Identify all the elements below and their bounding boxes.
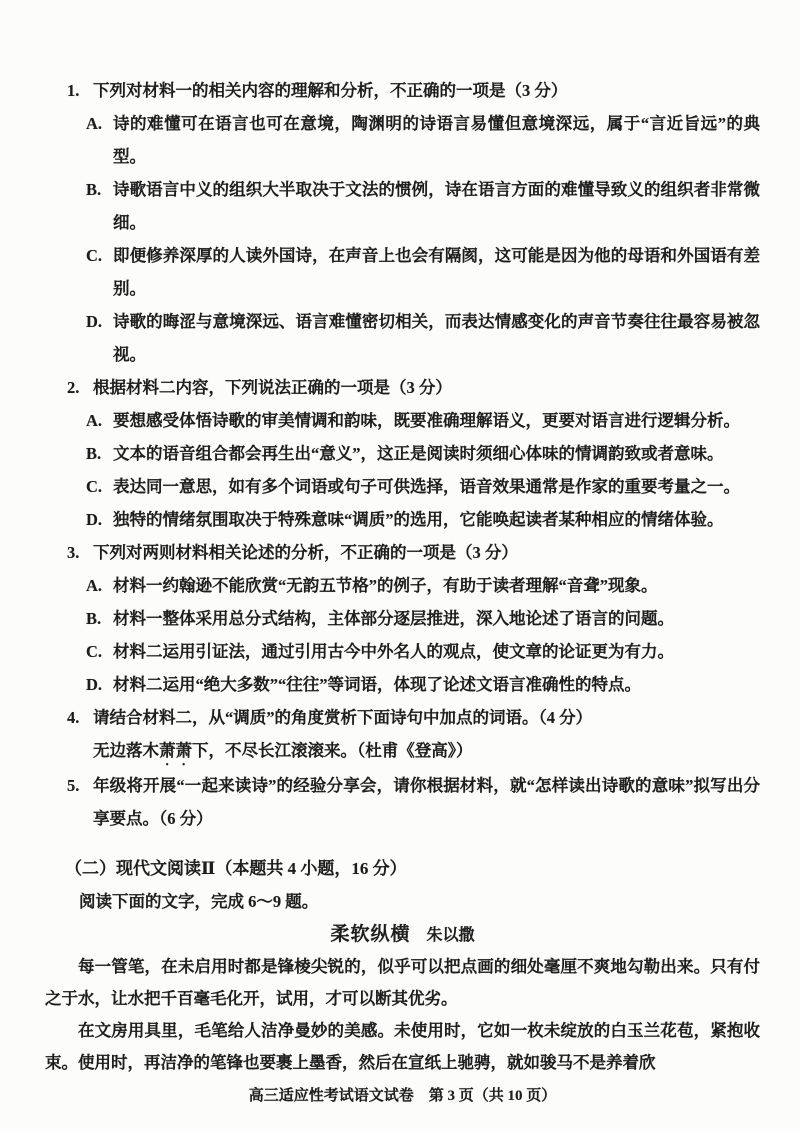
option-text: 文本的语音组合都会再生出“意义”，这正是阅读时须细心体味的情调韵致或者意味。 [113, 444, 724, 463]
question-stem: 根据材料二内容，下列说法正确的一项是（3 分） [93, 378, 452, 397]
option-text: 材料一约翰逊不能欣赏“无韵五节格”的例子，有助于读者理解“音聋”现象。 [113, 576, 658, 595]
question-1 [67, 74, 760, 371]
option-letter: B. [86, 180, 102, 199]
option-b [86, 602, 760, 635]
question-stem: 请结合材料二，从“调质”的角度赏析下面诗句中加点的词语。（4 分） [93, 708, 593, 727]
question-3-options [86, 569, 760, 701]
option-letter: C. [86, 642, 103, 661]
option-d [86, 305, 760, 371]
question-number: 3. [67, 543, 80, 562]
question-3 [67, 536, 760, 701]
option-b [86, 173, 760, 239]
question-number: 4. [67, 708, 80, 727]
option-letter: A. [86, 576, 103, 595]
section-2-modern-reading [45, 852, 760, 1079]
section-heading: （二）现代文阅读Ⅱ（本题共 4 小题，16 分） [65, 859, 407, 878]
essay-title: 柔软纵横 [330, 924, 411, 945]
essay-paragraph: 在文房用具里，毛笔给人洁净曼妙的美感。未使用时，它如一枚未绽放的白玉兰花苞，紧抱收束。使用时，再洁净的笔锋也要裹上墨香，然后在宣纸上驰骋，就如骏马不是养着欣 [45, 1021, 760, 1072]
option-text: 即便修养深厚的人读外国诗，在声音上也会有隔阂，这可能是因为他的母语和外国语有差别。 [113, 246, 760, 298]
option-a [86, 569, 760, 602]
option-text: 诗的难懂可在语言也可在意境，陶渊明的诗语言易懂但意境深远，属于“言近旨远”的典型。 [113, 114, 760, 166]
question-number: 2. [67, 378, 80, 397]
question-number: 1. [67, 81, 80, 100]
question-4-stem-row [67, 701, 760, 734]
option-text: 材料一整体采用总分式结构，主体部分逐层推进，深入地论述了语言的问题。 [113, 609, 674, 628]
option-c [86, 239, 760, 305]
option-text: 材料二运用“绝大多数”“往往”等词语，体现了论述文语言准确性的特点。 [113, 675, 641, 694]
question-5-stem-row [67, 769, 760, 835]
option-text: 独特的情绪氛围取决于特殊意味“调质”的选用，它能唤起读者某种相应的情绪体验。 [113, 510, 724, 529]
option-letter: D. [86, 675, 103, 694]
option-text: 诗歌的晦涩与意境深远、语言难懂密切相关，而表达情感变化的声音节奏往往最容易被忽视。 [113, 312, 760, 364]
option-text: 表达同一意思，如有多个词语或句子可供选择，语音效果通常是作家的重要考量之一。 [113, 477, 740, 496]
question-3-stem-row [67, 536, 760, 569]
option-letter: A. [86, 411, 103, 430]
question-2 [67, 371, 760, 536]
option-c [86, 470, 760, 503]
option-letter: B. [86, 444, 102, 463]
option-text: 诗歌语言中义的组织大半取决于文法的惯例，诗在语言方面的难懂导致义的组织者非常微细。 [113, 180, 760, 232]
option-text: 要想感受体悟诗歌的审美情调和韵味，既要准确理解语义，更要对语言进行逻辑分析。 [113, 411, 740, 430]
option-letter: A. [86, 114, 103, 133]
option-c [86, 635, 760, 668]
poem-emphasized-text: 萧萧 [159, 741, 192, 760]
option-letter: C. [86, 246, 103, 265]
question-4 [67, 701, 760, 769]
option-text: 材料二运用引证法，通过引用古今中外名人的观点，使文章的论证更为有力。 [113, 642, 674, 661]
poem-text: 无边落木 [93, 741, 159, 760]
question-1-stem-row [67, 74, 760, 107]
option-b [86, 437, 760, 470]
option-d [86, 668, 760, 701]
option-d [86, 503, 760, 536]
option-letter: D. [86, 312, 103, 331]
question-number: 5. [67, 776, 80, 795]
question-5 [67, 769, 760, 835]
option-letter: D. [86, 510, 103, 529]
option-a [86, 107, 760, 173]
essay-paragraph: 每一管笔，在未启用时都是锋棱尖锐的，似乎可以把点画的细处毫厘不爽地勾勒出来。只有付之于水，让水把千百毫毛化开，试用，才可以断其优劣。 [45, 957, 760, 1008]
option-letter: C. [86, 477, 103, 496]
question-stem: 年级将开展“一起来读诗”的经验分享会，请你根据材料，就“怎样读出诗歌的意味”拟写出分享要点。（6 分） [93, 776, 760, 828]
option-a [86, 404, 760, 437]
essay-title-row [45, 920, 760, 951]
question-section [45, 74, 760, 835]
question-stem: 下列对材料一的相关内容的理解和分析，不正确的一项是（3 分） [93, 81, 568, 100]
question-2-options [86, 404, 760, 536]
question-1-options [86, 107, 760, 371]
quoted-poem-line [93, 734, 760, 769]
poem-text: 下，不尽长江滚滚来。（杜甫《登高》） [192, 741, 473, 760]
option-letter: B. [86, 609, 102, 628]
reading-instruction: 阅读下面的文字，完成 6～9 题。 [79, 892, 319, 911]
essay-author: 朱以撒 [426, 927, 475, 944]
page-footer: 高三适应性考试语文试卷 第 3 页（共 10 页） [248, 1088, 557, 1104]
question-2-stem-row [67, 371, 760, 404]
question-stem: 下列对两则材料相关论述的分析，不正确的一项是（3 分） [93, 543, 518, 562]
